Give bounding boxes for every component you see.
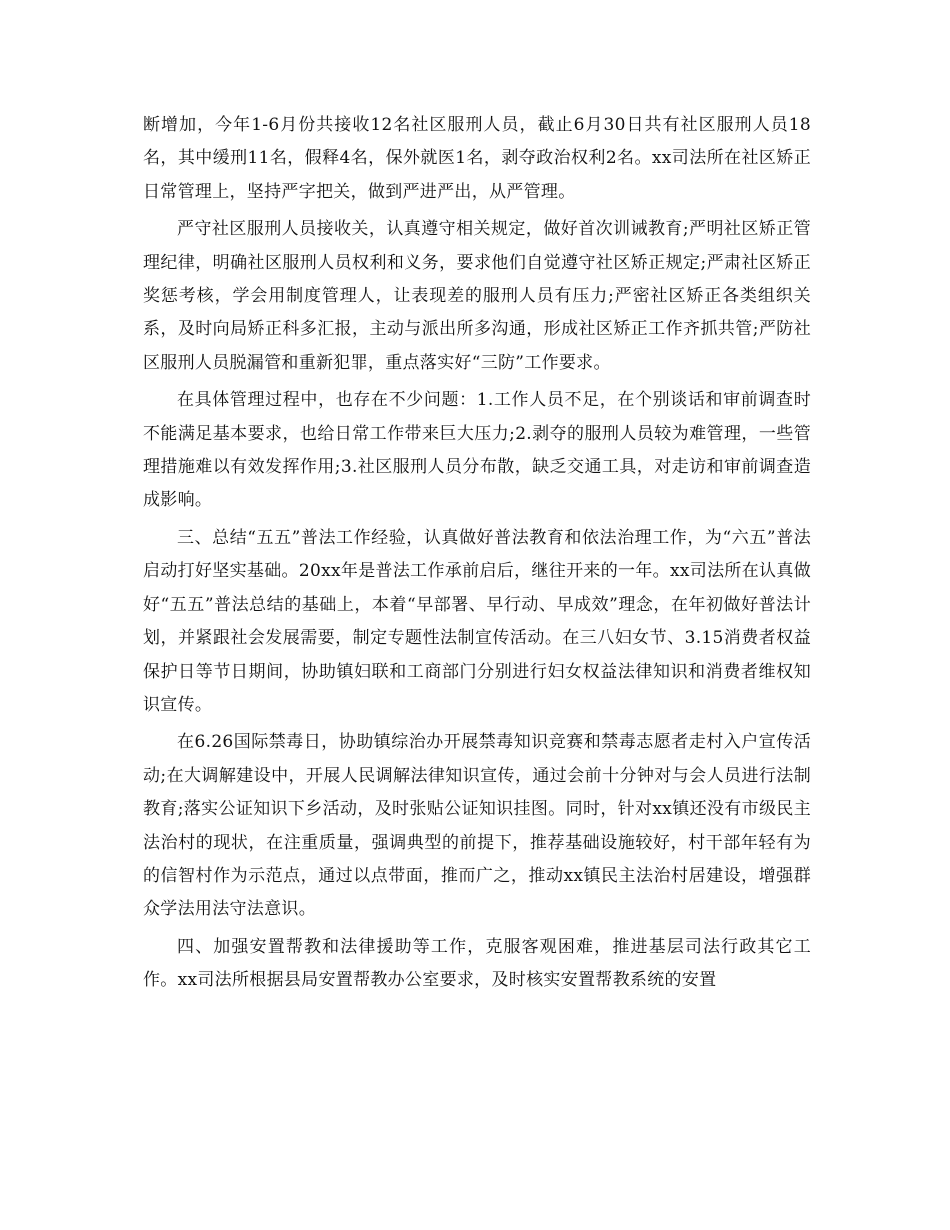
- paragraph-continuation: 断增加，今年1-6月份共接收12名社区服刑人员，截止6月30日共有社区服刑人员18名，其中缓刑11名，假释4名，保外就医1名，剥夺政治权利2名。xx司法所在社区矫正日常管理上，坚持严字把关，做到严进严出，从严管理。: [143, 115, 811, 202]
- paragraph-section-four: 四、加强安置帮教和法律援助等工作，克服客观困难，推进基层司法行政其它工作。xx司法所根据县局安置帮教办公室要求，及时核实安置帮教系统的安置: [143, 936, 811, 991]
- paragraph-section-three: 三、总结“五五”普法工作经验，认真做好普法教育和依法治理工作，为“六五”普法启动打好坚实基础。20xx年是普法工作承前启后，继往开来的一年。xx司法所在认真做好“五五”普法总结的基础上，本着“早部署、早行动、早成效”理念，在年初做好普法计划，并紧跟社会发展需要，制定专题性法制宣传活动。在三八妇女节、3.15消费者权益保护日等节日期间，协助镇妇联和工商部门分别进行妇女权益法律知识和消费者维权知识宣传。: [143, 527, 811, 715]
- paragraph-problems: 在具体管理过程中，也存在不少问题：1.工作人员不足，在个别谈话和审前调查时不能满足基本要求，也给日常工作带来巨大压力;2.剥夺的服刑人员较为难管理，一些管理措施难以有效发挥作用;3.社区服刑人员分布散，缺乏交通工具，对走访和审前调查造成影响。: [143, 390, 811, 511]
- paragraph-strict-management: 严守社区服刑人员接收关，认真遵守相关规定，做好首次训诫教育;严明社区矫正管理纪律，明确社区服刑人员权利和义务，要求他们自觉遵守社区矫正规定;严肃社区矫正奖惩考核，学会用制度管理人，让表现差的服刑人员有压力;严密社区矫正各类组织关系，及时向局矫正科多汇报，主动与派出所多沟通，形成社区矫正工作齐抓共管;严防社区服刑人员脱漏管和重新犯罪，重点落实好“三防”工作要求。: [143, 219, 811, 373]
- paragraph-anti-drug-day: 在6.26国际禁毒日，协助镇综治办开展禁毒知识竞赛和禁毒志愿者走村入户宣传活动;在大调解建设中，开展人民调解法律知识宣传，通过会前十分钟对与会人员进行法制教育;落实公证知识下乡活动，及时张贴公证知识挂图。同时，针对xx镇还没有市级民主法治村的现状，在注重质量，强调典型的前提下，推荐基础设施较好，村干部年轻有为的信智村作为示范点，通过以点带面，推而广之，推动xx镇民主法治村居建设，增强群众学法用法守法意识。: [143, 732, 811, 920]
- document-body: [143, 109, 811, 1002]
